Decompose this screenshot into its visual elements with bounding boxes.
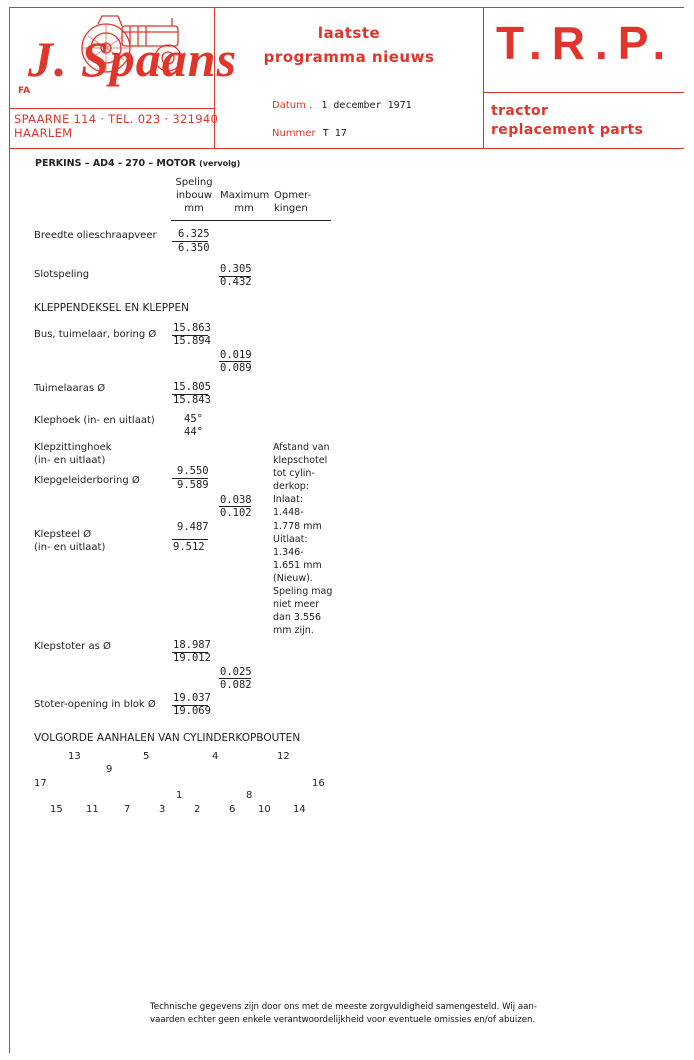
col-opm-line1: Opmer- [274,190,312,201]
remark-line: klepschotel [273,455,328,467]
remarks-klepschotel [273,441,332,637]
document-title [35,158,240,169]
remark-line: mm zijn. [273,625,314,637]
bus-max-bottom: 0.089 [220,362,252,374]
stoter-top: 19.037 [173,692,211,704]
klepstoter-max-top: 0.025 [220,666,252,678]
remark-line: Speling mag [273,586,333,598]
bolt-number: 16 [312,778,325,789]
slot-bottom: 0.432 [220,276,252,288]
bolt-number: 14 [293,804,306,815]
trp-brand: T.R.P. [496,17,676,69]
number-value: T 17 [322,128,347,139]
header-rule [171,220,331,221]
bolt-number: 4 [212,751,219,762]
klepzit-line1: Klepzittinghoek [34,442,112,453]
stoter-bottom: 19.069 [173,705,211,717]
remark-line: tot cylin- [273,468,315,480]
breedte-bottom: 6.350 [178,242,210,254]
company-address: SPAARNE 114 · TEL. 023 · 321940 [14,112,219,126]
number-field [272,128,347,139]
disclaimer [150,1001,580,1026]
klepsteel-top: 9.487 [177,521,209,533]
klepgel-max-top: 0.038 [220,494,252,506]
bus-max-top: 0.019 [220,349,252,361]
row-label-klepsteel [34,528,105,554]
remark-line: (Nieuw). [273,572,313,584]
col-heading-maximum [220,189,268,215]
row-label-breedte: Breedte olieschraapveer [34,230,157,241]
remark-line: 1.448- [273,507,304,519]
klepstoter-top: 18.987 [173,639,211,651]
bolt-number: 7 [124,804,131,815]
disclaimer-line2: vaarden echter geen enkele verantwoordelijkheid voor eventuele omissies en/of abuizen. [150,1014,536,1025]
remark-line: derkop: [273,481,309,493]
bus-bottom: 15.894 [173,335,211,347]
klepsteel-line2: (in- en uitlaat) [34,542,106,553]
row-label-stoter-opening: Stoter-opening in blok Ø [34,699,156,710]
bolt-number: 12 [277,751,290,762]
fraction-line [172,539,208,540]
bus-top: 15.863 [173,322,211,334]
bolt-number: 15 [50,804,63,815]
col-heading-speling [174,176,214,215]
row-label-klepzittinghoek [34,441,112,467]
bolt-number: 8 [246,790,253,801]
tuimel-bottom: 15.843 [173,394,211,406]
row-label-klepgeleiderboring: Klepgeleiderboring Ø [34,475,140,486]
title-sub: (vervolg) [199,159,241,168]
news-heading-line2: programma nieuws [263,48,435,66]
bolt-number: 6 [229,804,236,815]
klephoek-bottom: 44° [184,426,203,438]
trp-tagline-line2: replacement parts [491,122,644,138]
col-heading-opmerkingen [274,189,311,215]
remark-line: Uitlaat: [273,533,308,545]
klepgel-max-bottom: 0.102 [220,507,252,519]
klepzit-line2: (in- en uitlaat) [34,455,106,466]
bolt-number: 13 [68,751,81,762]
remark-line: 1.778 mm [273,520,322,532]
row-label-klepstoter: Klepstoter as Ø [34,641,111,652]
row-label-klephoek: Klephoek (in- en uitlaat) [34,415,155,426]
company-logo-text: J. Spaans [28,31,238,87]
slot-top: 0.305 [220,263,252,275]
col-speling-line2: inbouw [175,190,213,201]
company-prefix: FA [18,86,31,96]
klepsteel-bottom: 9.512 [173,541,205,553]
breedte-top: 6.325 [178,228,210,240]
date-value: 1 december 1971 [321,100,412,111]
company-city: HAARLEM [14,126,73,140]
col-speling-line1: Speling [175,177,213,188]
date-label: Datum . [272,100,313,111]
klepstoter-bottom: 19.012 [173,652,211,664]
row-label-bus: Bus, tuimelaar, boring Ø [34,329,157,340]
klepgel-bottom: 9.589 [177,479,209,491]
section-heading-kleppen: KLEPPENDEKSEL EN KLEPPEN [34,302,189,314]
row-label-slotspeling: Slotspeling [34,269,90,280]
date-field [272,100,412,111]
bolt-number: 10 [258,804,271,815]
section-heading-cylinderkop: VOLGORDE AANHALEN VAN CYLINDERKOPBOUTEN [34,732,301,744]
bolt-number: 9 [106,764,113,775]
row-label-tuimelaaras: Tuimelaaras Ø [34,383,106,394]
klepgel-top: 9.550 [177,465,209,477]
bolt-number: 11 [86,804,99,815]
bolt-number: 5 [143,751,150,762]
col-maximum-line2: mm [234,203,254,214]
news-heading-line1: laatste [317,24,381,42]
remark-line: niet meer [273,599,320,611]
klepsteel-line1: Klepsteel Ø [34,529,92,540]
remark-line: 1.651 mm [273,559,322,571]
bolt-number: 2 [194,804,201,815]
bolt-number: 1 [176,790,183,801]
trp-tagline-line1: tractor [491,103,549,119]
disclaimer-line1: Technische gegevens zijn door ons met de meeste zorgvuldigheid samengesteld. Wij aan- [150,1002,537,1012]
klepstoter-max-bottom: 0.082 [220,679,252,691]
tuimel-top: 15.805 [173,381,211,393]
klephoek-top: 45° [184,413,203,425]
number-label: Nummer [272,128,316,139]
col-opm-line2: kingen [274,203,308,214]
remark-line: 1.346- [273,546,304,558]
remark-line: Afstand van [273,442,330,453]
bolt-number: 3 [159,804,166,815]
title-main: PERKINS – AD4 - 270 – MOTOR [35,158,196,169]
col-maximum-line1: Maximum [220,190,270,201]
bolt-number: 17 [34,778,47,789]
remark-line: dan 3.556 [273,612,322,624]
col-speling-line3: mm [184,203,204,214]
remark-line: Inlaat: [273,494,304,506]
